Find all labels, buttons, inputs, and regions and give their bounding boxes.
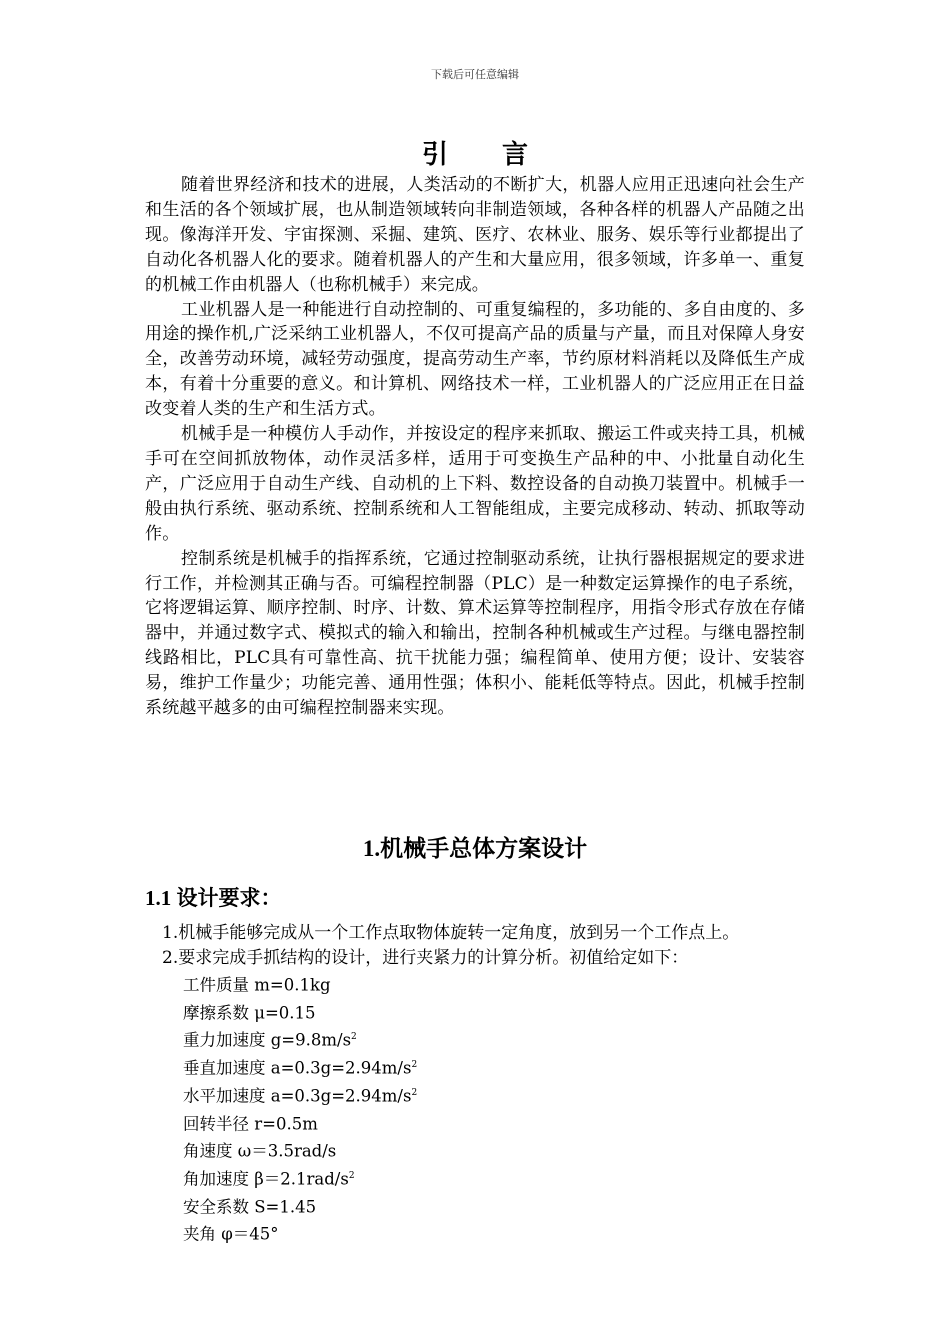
parameter-text: 垂直加速度 a=0.3g=2.94m/s [183,1058,412,1078]
requirement-item: 2.要求完成手抓结构的设计，进行夹紧力的计算分析。初值给定如下： [162,947,689,968]
parameter-exponent: 2 [411,1087,418,1098]
parameter-exponent: 2 [348,1170,355,1181]
section-title: 1.机械手总体方案设计 [362,836,588,861]
parameter-text: 水平加速度 a=0.3g=2.94m/s [183,1086,412,1106]
parameter-item [183,998,417,1026]
requirement-item: 1.机械手能够完成从一个工作点取物体旋转一定角度，放到另一个工作点上。 [162,923,740,943]
intro-paragraph: 控制系统是机械手的指挥系统，它通过控制驱动系统，让执行器根据规定的要求进行工作，并检测其正确与否。可编程控制器（PLC）是一种数定运算操作的电子系统，它将逻辑运算、顺序控制、时序、计数、算术运算等控制程序，用指令形式存放在存储器中，并通过数字式、模拟式的输入和输出，控制各种机械或生产过程。与继电器控制线路相比，PLC具有可靠性高、抗干扰能力强；编程简单、使用方便；设计、安装容易，维护工作量少；功能完善、通用性强；体积小、能耗低等特点。因此，机械手控制系统越平越多的由可编程控制器来实现。 [145,548,805,719]
parameter-text: 夹角 φ＝45° [183,1224,279,1244]
subsection-title: 1.1 设计要求： [145,886,282,910]
parameter-item [183,1164,417,1192]
parameter-list [183,970,417,1247]
parameter-text: 工件质量 m=0.1kg [183,975,331,995]
parameter-item [183,970,417,998]
parameter-text: 重力加速度 g=9.8m/s [183,1030,352,1050]
parameter-text: 回转半径 r=0.5m [183,1114,318,1134]
intro-paragraph: 随着世界经济和技术的进展，人类活动的不断扩大，机器人应用正迅速向社会生产和生活的各个领域扩展，也从制造领域转向非制造领域，各种各样的机器人产品随之出现。像海洋开发、宇宙探测、采掘、建筑、医疗、农林业、服务、娱乐等行业都提出了自动化各机器人化的要求。随着机器人的产生和大量应用，很多领域，许多单一、重复的机械工作由机器人（也称机械手）来完成。 [145,175,805,295]
intro-paragraph: 工业机器人是一种能进行自动控制的、可重复编程的，多功能的、多自由度的、多用途的操作机,广泛采纳工业机器人，不仅可提高产品的质量与产量，而且对保障人身安全，改善劳动环境，减轻劳动强度，提高劳动生产率，节约原材料消耗以及降低生产成本，有着十分重要的意义。和计算机、网络技术一样，工业机器人的广泛应用正在日益改变着人类的生产和生活方式。 [145,299,805,420]
parameter-item [183,1136,417,1164]
page-title-char: 言 [502,140,529,170]
intro-body [145,173,805,721]
parameter-text: 角速度 ω＝3.5rad/s [183,1141,337,1161]
parameter-text: 角加速度 β＝2.1rad/s [183,1169,349,1189]
intro-paragraph: 机械手是一种模仿人手动作，并按设定的程序来抓取、搬运工件或夹持工具，机械手可在空间抓放物体，动作灵活多样，适用于可变换生产品种的中、小批量自动化生产，广泛应用于自动生产线、自动机的上下料、数控设备的自动换刀装置中。机械手一般由执行系统、驱动系统、控制系统和人工智能组成，主要完成移动、转动、抓取等动作。 [145,424,805,544]
parameter-text: 摩擦系数 μ=0.15 [183,1003,316,1023]
parameter-item [183,1192,417,1220]
page-title [0,134,950,171]
page-title-char: 引 [421,140,448,170]
header-note: 下载后可任意编辑 [431,68,519,81]
parameter-exponent: 2 [351,1032,357,1043]
parameter-item [183,1053,417,1081]
parameter-exponent: 2 [411,1060,418,1071]
parameter-item [183,1109,417,1137]
parameter-item [183,1081,417,1109]
parameter-text: 安全系数 S=1.45 [183,1197,317,1217]
parameter-item [183,1219,417,1247]
requirements-list [162,921,822,970]
parameter-item [183,1025,417,1053]
